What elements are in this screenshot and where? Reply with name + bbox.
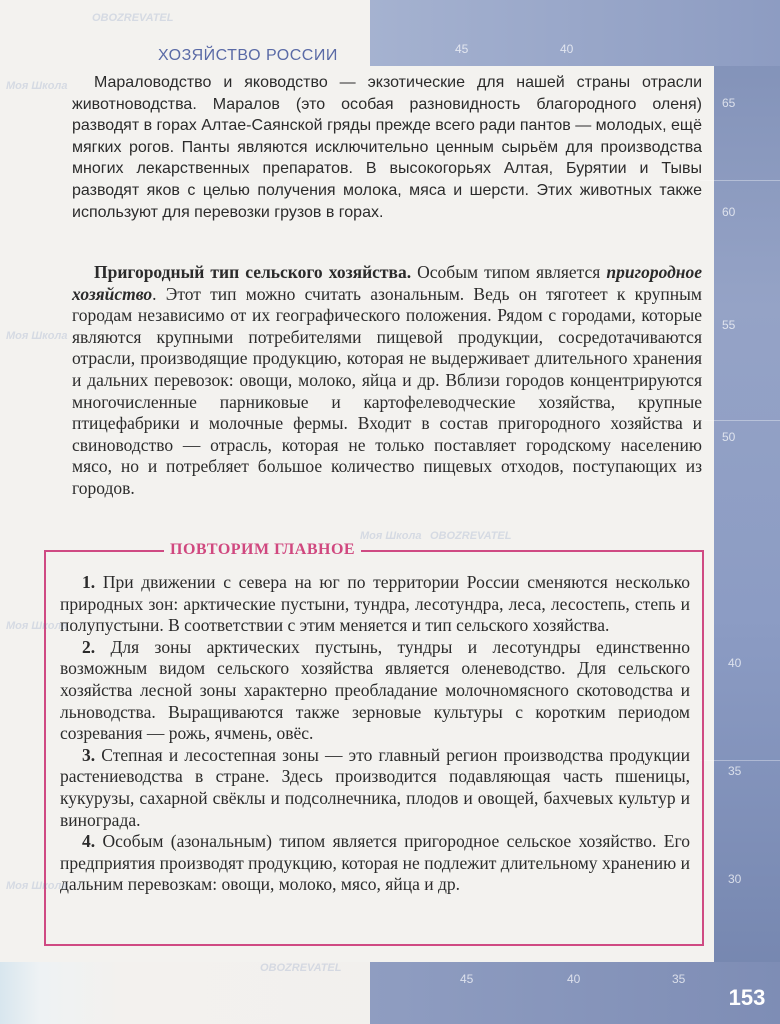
summary-item-text: Особым (азональным) типом является пригородное сельское хозяйство. Его предприятия производят продукцию, которая не подлежит длительному хранению и дальним перевозкам: овощи, молоко, мясо, яйца и др. <box>60 831 690 895</box>
summary-item-text: Для зоны арктических пустынь, тундры и лесотундры единственно возможным видом сельского хозяйства является оленеводство. Для сельского хозяйства лесной зоны характерно преобладание молочномясного скотоводства и льноводства. Выращиваются также зерновые культуры с коротким периодом созревания — рожь, ячмень, овёс. <box>60 636 690 744</box>
map-number: 45 <box>455 42 469 56</box>
map-number: 35 <box>728 764 742 778</box>
paragraph-text: Мараловодство и яководство — экзотические для нашей страны отрасли животноводства. Маралов (это особая разновидность благородного оленя) разводят в горах Алтае-Саянской гряды прежде всего ради пантов — молодых, ещё мягких рогов. Панты являются исключительно ценным сырьём для производства многих лекарственных препаратов. В высокогорьях Алтая, Бурятии и Тывы разводят яков с целью получения молока, мяса и шерсти. Этих животных также используют для перевозки грузов в горах. <box>72 74 702 221</box>
watermark: Моя Школа <box>6 880 68 892</box>
watermark: Моя Школа <box>6 80 68 92</box>
map-number: 50 <box>722 430 736 444</box>
watermark: OBOZREVATEL <box>430 530 512 542</box>
map-number: 45 <box>460 972 474 986</box>
paragraph-heading: Пригородный тип сельского хозяйства. <box>94 262 412 282</box>
summary-item <box>60 745 690 831</box>
paragraph-text <box>72 262 702 500</box>
summary-item <box>60 637 690 745</box>
map-number: 40 <box>560 42 574 56</box>
watermark: OBOZREVATEL <box>92 12 174 24</box>
paragraph-text-b: . Этот тип можно считать азональным. Ведь он тяготеет к крупным городам независимо от их географического положения. Рядом с городами, которые являются крупными потребителями пищевой продукции, сосредотачиваются отрасли, производящие продукцию, которая не выдерживает длительного хранения и дальних перевозок: овощи, молоко, яйца и др. Вблизи городов концентрируются многочисленные парниковые и картофелеводческие хозяйства, крупные птицефабрики и молочные фермы. Входит в состав пригородного хозяйства и свиноводство — отрасль, которая не только поставляет городскому населению мясо, но и потребляет большое количество пищевых отходов, поступающих из городов. <box>72 283 702 498</box>
summary-item-number: 1. <box>82 572 96 592</box>
map-grid-line <box>700 760 780 761</box>
summary-item-text: При движении с севера на юг по территории России сменяются несколько природных зон: арктические пустыни, тундра, лесотундра, леса, лесостепь, степь и полупустыни. В соответствии с этим меняется и тип сельского хозяйства. <box>60 572 690 636</box>
summary-item <box>60 831 690 896</box>
paragraph-maral-yak <box>72 72 702 223</box>
map-number: 30 <box>728 872 742 886</box>
watermark: Моя Школа <box>360 530 422 542</box>
map-number: 55 <box>722 318 736 332</box>
map-border-top <box>370 0 780 66</box>
map-number: 65 <box>722 96 736 110</box>
summary-item-number: 3. <box>82 744 96 765</box>
map-number: 35 <box>672 972 686 986</box>
watermark: OBOZREVATEL <box>260 962 342 974</box>
map-number: 40 <box>567 972 581 986</box>
summary-item-number: 4. <box>82 831 96 852</box>
map-number: 40 <box>728 656 742 670</box>
map-number: 60 <box>722 205 736 219</box>
summary-item <box>60 572 690 637</box>
watermark: Моя Школа <box>6 330 68 342</box>
map-grid-line <box>700 420 780 421</box>
paragraph-text-a: Особым типом является <box>411 262 607 282</box>
paragraph-suburban <box>72 262 702 500</box>
summary-box-title: ПОВТОРИМ ГЛАВНОЕ <box>164 541 361 559</box>
summary-item-text: Степная и лесостепная зоны — это главный регион производства продукции растениеводства в стране. Здесь производится подавляющая часть пшеницы, кукурузы, сахарной свёклы и подсолнечника, плодов и овощей, бахчевых культур и винограда. <box>60 744 690 830</box>
paragraph-term: пригородное хозяйство <box>72 262 702 304</box>
page-number: 153 <box>728 985 766 1010</box>
map-grid-line <box>700 180 780 181</box>
summary-item-number: 2. <box>82 636 96 657</box>
watermark: Моя Школа <box>6 620 68 632</box>
summary-box-text <box>60 572 690 896</box>
summary-box <box>44 541 704 946</box>
page-header: ХОЗЯЙСТВО РОССИИ <box>158 47 338 64</box>
